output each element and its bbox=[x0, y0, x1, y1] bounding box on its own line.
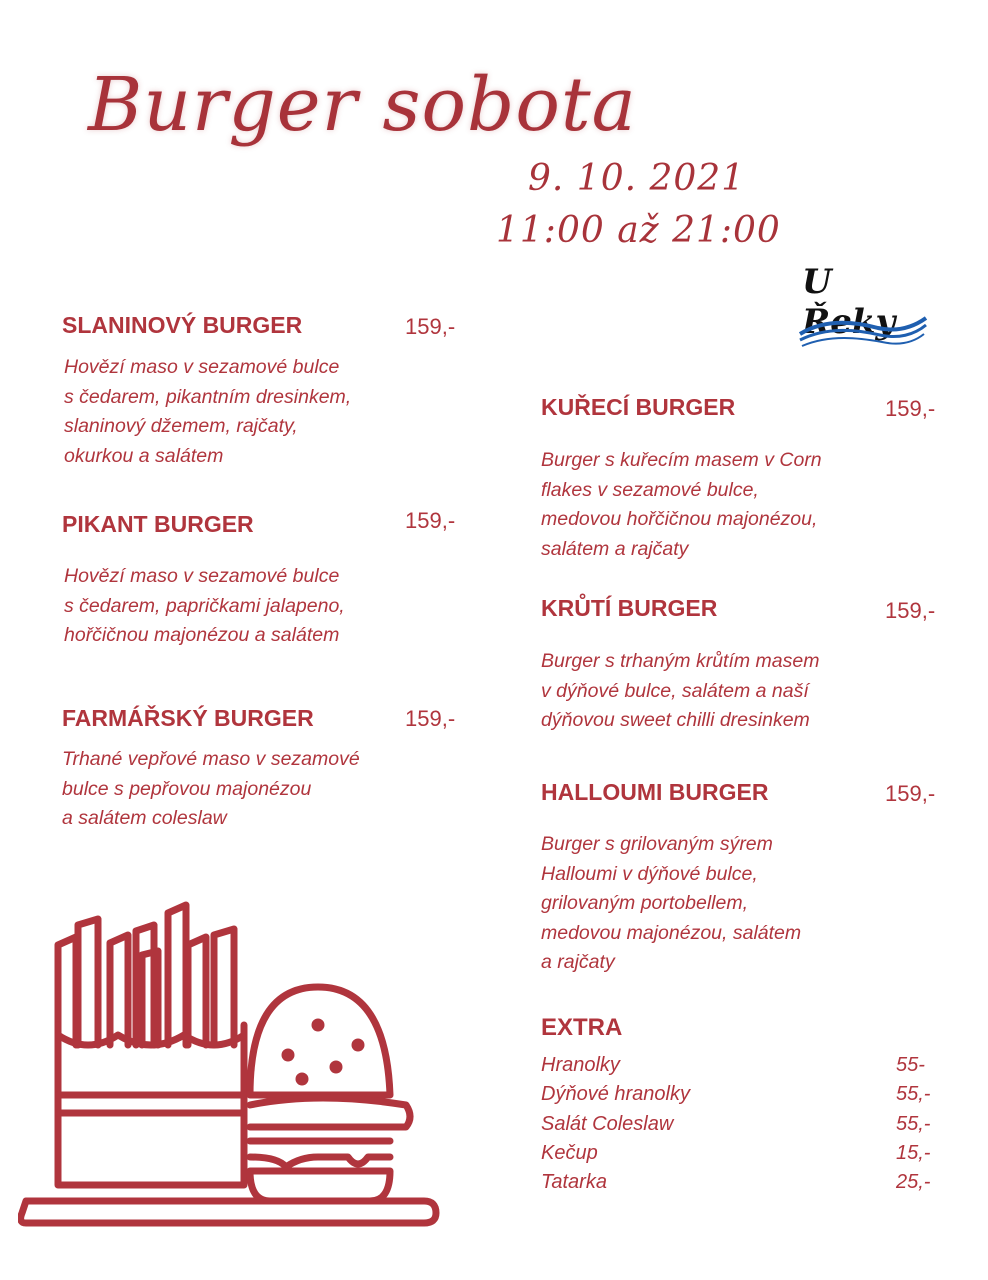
item-name-farmarsky: FARMÁŘSKÝ BURGER bbox=[62, 705, 314, 731]
item-price-farmarsky: 159,- bbox=[405, 706, 456, 731]
extra-item-name: Salát Coleslaw bbox=[541, 1112, 674, 1135]
extra-item bbox=[541, 1054, 941, 1083]
item-price-kruti: 159,- bbox=[885, 598, 936, 623]
extra-item-name: Dýňové hranolky bbox=[541, 1083, 690, 1106]
extra-item-price: 55- bbox=[896, 1054, 925, 1076]
extra-item-price: 25,- bbox=[896, 1171, 931, 1194]
event-date: 9. 10. 2021 bbox=[528, 158, 746, 199]
logo-text: U Řeky bbox=[802, 262, 896, 342]
extra-item bbox=[541, 1171, 941, 1200]
extra-item-price: 15,- bbox=[896, 1141, 931, 1164]
extra-list bbox=[541, 1054, 941, 1200]
item-price-kureci: 159,- bbox=[885, 396, 936, 421]
extra-item bbox=[541, 1113, 941, 1142]
menu-title: Burger sobota bbox=[88, 62, 637, 148]
item-desc-kureci: Burger s kuřecím masem v Corn flakes v sezamové bulce, medovou hořčičnou majonézou, salátem a rajčaty bbox=[541, 449, 822, 560]
item-price-pikant: 159,- bbox=[405, 508, 456, 533]
item-desc-farmarsky: Trhané vepřové maso v sezamové bulce s pepřovou majonézou a salátem coleslaw bbox=[62, 748, 360, 829]
extra-item-price: 55,- bbox=[896, 1112, 931, 1135]
item-desc-kruti: Burger s trhaným krůtím masem v dýňové bulce, salátem a naší dýňovou sweet chilli dresinkem bbox=[541, 650, 820, 731]
item-price-halloumi: 159,- bbox=[885, 781, 936, 806]
extra-item-name: Tatarka bbox=[541, 1171, 607, 1194]
item-name-kruti: KRŮTÍ BURGER bbox=[541, 595, 718, 621]
item-name-pikant: PIKANT BURGER bbox=[62, 511, 254, 537]
extra-item-name: Hranolky bbox=[541, 1054, 620, 1076]
item-desc-pikant: Hovězí maso v sezamové bulce s čedarem, papričkami jalapeno, hořčičnou majonézou a salátem bbox=[64, 565, 345, 646]
extra-item bbox=[541, 1083, 941, 1112]
item-desc-slaninovy: Hovězí maso v sezamové bulce s čedarem, pikantním dresinkem, slaninový džemem, rajčaty, okurkou a salátem bbox=[64, 356, 352, 467]
item-name-slaninovy: SLANINOVÝ BURGER bbox=[62, 312, 303, 338]
fries-and-burger-icon bbox=[18, 895, 442, 1230]
extra-title: EXTRA bbox=[541, 1014, 623, 1041]
extra-item-name: Kečup bbox=[541, 1141, 598, 1164]
item-name-halloumi: HALLOUMI BURGER bbox=[541, 779, 769, 805]
event-hours: 11:00 až 21:00 bbox=[496, 210, 781, 251]
extra-item bbox=[541, 1142, 941, 1171]
extra-item-price: 55,- bbox=[896, 1083, 931, 1106]
restaurant-logo bbox=[796, 262, 930, 352]
item-name-kureci: KUŘECÍ BURGER bbox=[541, 394, 736, 420]
item-price-slaninovy: 159,- bbox=[405, 314, 456, 339]
item-desc-halloumi: Burger s grilovaným sýrem Halloumi v dýňové bulce, grilovaným portobellem, medovou majonézou, salátem a rajčaty bbox=[541, 833, 802, 973]
logo-wave-icon bbox=[796, 262, 930, 352]
